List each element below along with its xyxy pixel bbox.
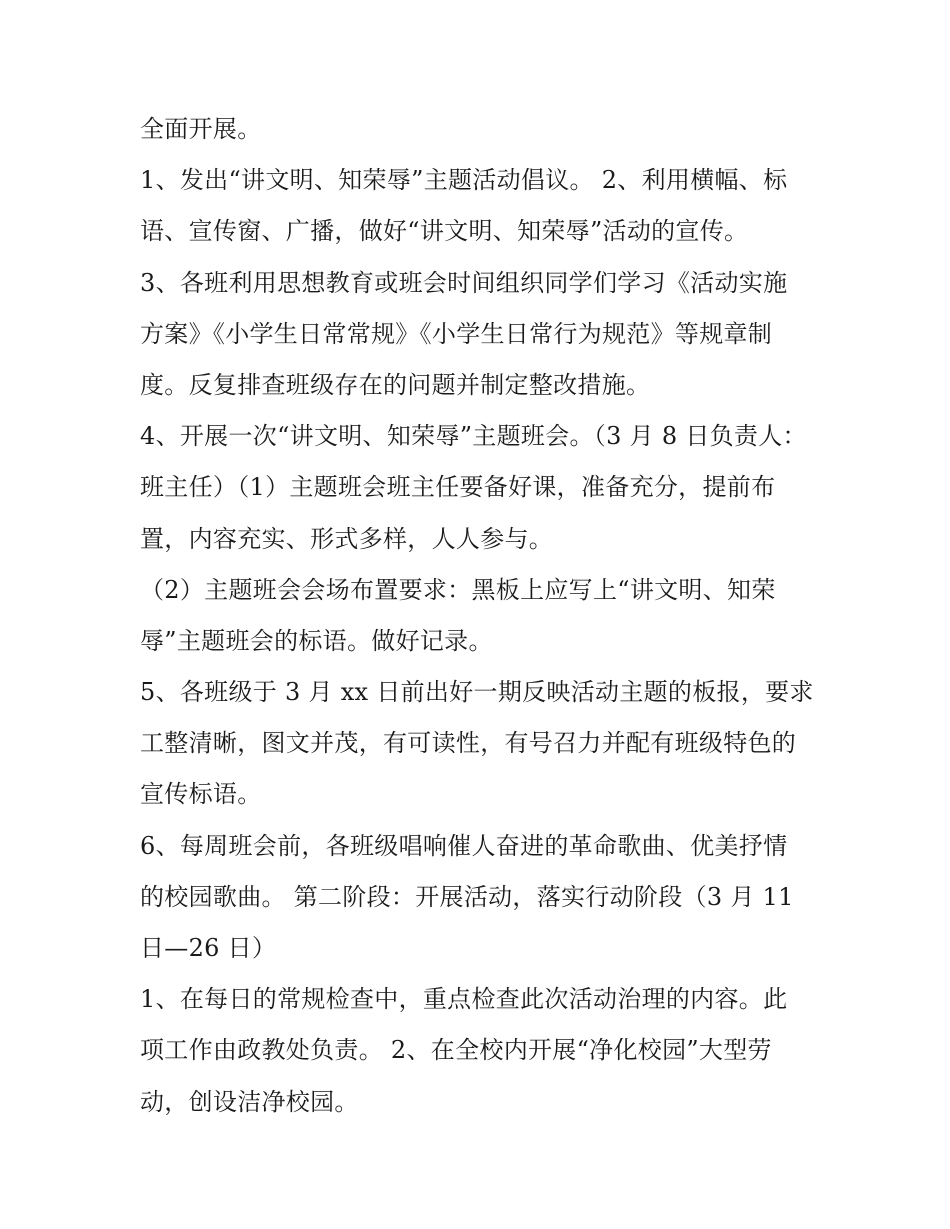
text-line: 方案》《小学生日常常规》《小学生日常行为规范》等规章制	[140, 319, 773, 348]
text-line: 宣传标语。	[140, 780, 262, 809]
text-line: 项工作由政教处负责。 2、在全校内开展“净化校园”大型劳	[140, 1036, 772, 1065]
text-line: 5、各班级于 3 月 xx 日前出好一期反映活动主题的板报，要求	[140, 678, 814, 707]
text-line: （2）主题班会会场布置要求：黑板上应写上“讲文明、知荣	[140, 575, 776, 604]
text-line: 全面开展。	[140, 115, 262, 143]
text-line: 日—26 日）	[140, 934, 277, 962]
text-line: 1、发出“讲文明、知荣辱”主题活动倡议。 2、利用横幅、标	[140, 166, 788, 195]
document-body	[140, 104, 830, 1128]
text-line: 度。反复排查班级存在的问题并制定整改措施。	[140, 370, 651, 399]
text-line: 辱”主题班会的标语。做好记录。	[140, 626, 493, 655]
text-line: 语、宣传窗、广播，做好“讲文明、知荣辱”活动的宣传。	[140, 217, 749, 246]
text-line: 班主任）（1）主题班会班主任要备好课，准备充分，提前布	[140, 473, 776, 502]
text-line: 1、在每日的常规检查中，重点检查此次活动治理的内容。此	[140, 985, 788, 1014]
text-line: 4、开展一次“讲文明、知荣辱”主题班会。（3 月 8 日负责人：	[140, 422, 807, 451]
text-line: 置，内容充实、形式多样，人人参与。	[140, 524, 554, 553]
text-line: 动，创设洁净校园。	[140, 1087, 359, 1116]
text-line: 3、各班利用思想教育或班会时间组织同学们学习《活动实施	[140, 268, 788, 297]
text-line: 工整清晰，图文并茂，有可读性，有号召力并配有班级特色的	[140, 729, 797, 758]
text-line: 的校园歌曲。 第二阶段：开展活动，落实行动阶段（3 月 11	[140, 882, 794, 911]
text-line: 6、每周班会前，各班级唱响催人奋进的革命歌曲、优美抒情	[140, 831, 788, 860]
